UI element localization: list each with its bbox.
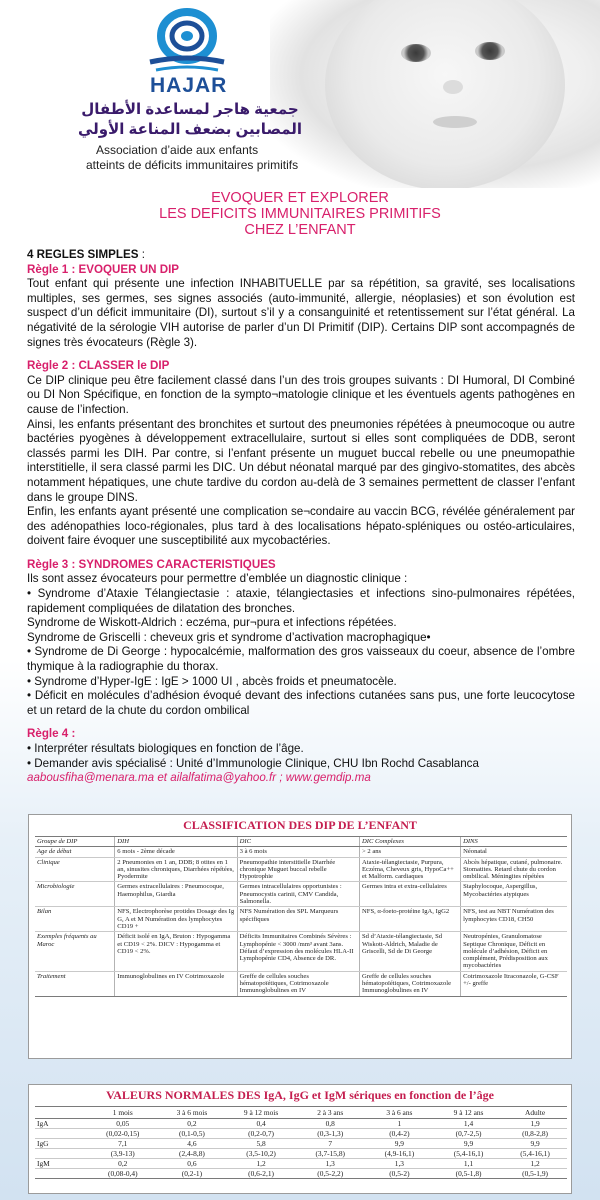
rule-3-heading: Règle 3 : SYNDROMES CARACTERISTIQUES xyxy=(27,557,276,571)
table-cell: (0,6-2,1) xyxy=(227,1169,296,1179)
table-cell: 1 xyxy=(365,1119,434,1129)
column-header: 3 à 6 mois xyxy=(157,1107,226,1119)
normal-values-box xyxy=(28,1084,572,1194)
rule-2-paragraph-2: Ainsi, les enfants présentant des bronchites et surtout des pneumonies répétées à pneumocoque ou autre bactéries pyogènes à développement extracellulaire, surtout si elles sont compliquées de DDB, seront classés parmi les DIH. Par contre, si l’enfant présente un muguet buccal rebelle ou une pneumopathie interstitielle, il sera classé parmi les DIC. Un début néonatal marqué par des gingivo-stomatites, des abcès notamment hépatiques, une chute tardive du cordon au-delà de 3 semaines permettent de classer l’enfant dans le groupe DINS. xyxy=(27,417,575,504)
table-cell: 0,05 xyxy=(88,1119,157,1129)
baby-face xyxy=(325,0,565,188)
table-cell: NFS, test au NBT Numération des lymphocytes CD18, CH50 xyxy=(461,907,567,932)
table-cell: (0,8-2,8) xyxy=(503,1129,567,1139)
table-cell: (0,5-2) xyxy=(365,1169,434,1179)
table-cell: 1,3 xyxy=(296,1159,365,1169)
table-cell: 3 à 6 mois xyxy=(237,847,359,857)
table-cell: 0,8 xyxy=(296,1119,365,1129)
column-header: Adulte xyxy=(503,1107,567,1119)
table-cell: Déficit isolé en IgA, Bruton : Hypogamma et CD19 < 2%. DICV : Hypogamma et CD19 < 2%. xyxy=(115,932,237,971)
baby-mouth xyxy=(433,116,477,128)
column-header: 2 à 3 ans xyxy=(296,1107,365,1119)
table-cell: (3,9-13) xyxy=(88,1149,157,1159)
table-row xyxy=(35,1119,567,1129)
table-cell: (2,4-8,8) xyxy=(157,1149,226,1159)
table-header-row xyxy=(35,1107,567,1119)
table-cell: Germes extracellulaires : Pneumocoque, Haemophilus, Giardia xyxy=(115,882,237,907)
logo-text: HAJAR xyxy=(150,74,228,97)
table-cell: (0,2-0,7) xyxy=(227,1129,296,1139)
table-cell: 1,3 xyxy=(365,1159,434,1169)
table-row xyxy=(35,971,567,996)
table-cell: Bilan xyxy=(35,907,115,932)
table-cell: Microbiologie xyxy=(35,882,115,907)
rule-3-item: • Syndrome de Di George : hypocalcémie, malformation des gros vaisseaux du coeur, absence de l’ombre thymique à la radiographie du thorax. xyxy=(27,645,575,674)
table-cell: 6 mois - 2ème décade xyxy=(115,847,237,857)
column-header: 3 à 6 ans xyxy=(365,1107,434,1119)
table-cell: Néonatal xyxy=(461,847,567,857)
association-name-arabic-2: المصابين بضعف المناعة الأولي xyxy=(77,121,303,138)
table-cell: (5,4-16,1) xyxy=(503,1149,567,1159)
table-cell: 0,2 xyxy=(157,1119,226,1129)
row-label: IgM xyxy=(35,1159,88,1169)
table-cell: 7 xyxy=(296,1139,365,1149)
table-cell: 0,4 xyxy=(227,1119,296,1129)
table-cell: (0,5-2,2) xyxy=(296,1169,365,1179)
baby-nose xyxy=(443,80,463,94)
table-cell: Déficits Immunitaires Combinés Sévères : Lymphopénie < 3000 /mm³ avant 3ans. Défaut d’expression des molécules HLA-II Lymphopénie CD4, Absence de DR. xyxy=(237,932,359,971)
title-line-1: EVOQUER ET EXPLORER xyxy=(211,190,389,206)
table-row xyxy=(35,1159,567,1169)
table-row xyxy=(35,882,567,907)
table-row xyxy=(35,1149,567,1159)
column-header: DIC xyxy=(237,837,359,847)
table-cell: 9,9 xyxy=(503,1139,567,1149)
column-header: 9 à 12 ans xyxy=(434,1107,503,1119)
rule-4-heading: Règle 4 : xyxy=(27,727,76,741)
rule-3-item: Syndrome de Wiskott-Aldrich : eczéma, pur¬pura et infections répétées. xyxy=(27,616,397,630)
rule-1-text: Tout enfant qui présente une infection INHABITUELLE par sa répétition, sa gravité, ses localisations multiples, ses germes, ses signes associés (auto-immunité, allergie, néoplasies) et son évolution est suspect d’un déficit immunitaire (DI), surtout s’il y a consanguinité et retentissement sur l’état général. La négativité de la sérologie VIH autorise de parler d’un DI Primitif (DIP). Certains DIP sont accompagnés de signes très évocateurs (Règle 3). xyxy=(27,277,575,349)
table-cell: 1,1 xyxy=(434,1159,503,1169)
association-name-arabic-1: جمعية هاجر لمساعدة الأطفال xyxy=(81,101,299,118)
hajar-logo-icon xyxy=(142,6,232,76)
classification-table xyxy=(35,836,567,997)
baby-photo xyxy=(270,0,600,188)
association-name-fr-2: atteints de déficits immunitaires primitifs xyxy=(86,158,299,172)
table-row xyxy=(35,932,567,971)
column-header: Groupe de DIP xyxy=(35,837,115,847)
rule-3-item: • Déficit en molécules d’adhésion évoqué devant des infections cutanées sans pus, une forte leucocytose et un retard de la chute du cordon ombilical xyxy=(27,689,575,717)
table-cell: NFS, Electrophorèse protides Dosage des Ig G, A et M Numération des lymphocytes CD19 + xyxy=(115,907,237,932)
table-cell: (0,5-1,8) xyxy=(434,1169,503,1179)
table-cell: Staphylocoque, Aspergillus, Mycobactéries atypiques xyxy=(461,882,567,907)
table-cell: Greffe de cellules souches hématopoïétiques, Cotrimoxazole Immunoglobulines en IV xyxy=(360,971,461,996)
table-cell: Greffe de cellules souches hématopoïétiques, Cotrimoxazole Immunoglobulines en IV xyxy=(237,971,359,996)
table-cell: Clinique xyxy=(35,857,115,882)
normal-values-title: VALEURS NORMALES DES IgA, IgG et IgM sériques en fonction de l’âge xyxy=(106,1088,494,1102)
table-cell: (0,5-1,9) xyxy=(503,1169,567,1179)
table-cell: 1,4 xyxy=(434,1119,503,1129)
rule-3-item: Syndrome de Griscelli : cheveux gris et syndrome d’activation macrophagique• xyxy=(27,630,431,644)
column-header xyxy=(35,1107,88,1119)
table-cell: NFS Numération des SPL Marqueurs spécifiques xyxy=(237,907,359,932)
table-cell: Abcès hépatique, cutané, pulmonaire. Stomatites. Retard chute du cordon ombilical. Méningites répétées xyxy=(461,857,567,882)
table-cell: 9,9 xyxy=(434,1139,503,1149)
table-cell: Germes intracellulaires opportunistes : Pneumocystis carinii, CMV Candida, Salmonella. xyxy=(237,882,359,907)
table-row xyxy=(35,847,567,857)
rule-3-item: • Syndrome d’Hyper-IgE : IgE > 1000 UI , abcès froids et pneumatocèle. xyxy=(27,674,397,688)
table-cell: Exemples fréquents au Maroc xyxy=(35,932,115,971)
table-cell: Neutropénies, Granulomatose Septique Chronique, Déficit en molécule d’adhésion, Déficit en complément, Prédisposition aux mycobactéries xyxy=(461,932,567,971)
title-line-3: CHEZ L’ENFANT xyxy=(244,222,356,238)
classification-title: CLASSIFICATION DES DIP DE L’ENFANT xyxy=(183,818,417,832)
table-cell: (0,02-0,15) xyxy=(88,1129,157,1139)
table-cell: 1,9 xyxy=(503,1119,567,1129)
table-row xyxy=(35,1169,567,1179)
table-row xyxy=(35,1129,567,1139)
table-cell: 4,6 xyxy=(157,1139,226,1149)
column-header: DIC Complexes xyxy=(360,837,461,847)
table-cell: (4,9-16,1) xyxy=(365,1149,434,1159)
table-cell: (0,4-2) xyxy=(365,1129,434,1139)
main-heading: 4 REGLES SIMPLES : xyxy=(27,248,145,261)
classification-table-box xyxy=(28,814,572,1059)
table-cell: 0,6 xyxy=(157,1159,226,1169)
column-header: DIH xyxy=(115,837,237,847)
association-name-fr-1: Association d’aide aux enfants xyxy=(96,143,259,157)
row-label: IgG xyxy=(35,1139,88,1149)
normal-values-table xyxy=(35,1106,567,1179)
rule-3-intro: Ils sont assez évocateurs pour permettre d’emblée un diagnostic clinique : xyxy=(27,572,408,586)
table-row xyxy=(35,857,567,882)
table-cell: 0,2 xyxy=(88,1159,157,1169)
table-row xyxy=(35,1139,567,1149)
table-cell: NFS, α-foeto-protéine IgA, IgG2 xyxy=(360,907,461,932)
header xyxy=(0,0,600,188)
table-cell: (3,5-10,2) xyxy=(227,1149,296,1159)
table-cell: 1,2 xyxy=(503,1159,567,1169)
main-content xyxy=(27,248,575,786)
table-cell: (0,3-1,3) xyxy=(296,1129,365,1139)
table-cell: 5,8 xyxy=(227,1139,296,1149)
table-header-row xyxy=(35,837,567,847)
column-header: 1 mois xyxy=(88,1107,157,1119)
table-cell: Sd d’Ataxie-télangiectasie, Sd Wiskott-Aldrich, Maladie de Griscelli, Sd de Di George xyxy=(360,932,461,971)
table-cell: (0,2-1) xyxy=(157,1169,226,1179)
rule-3-item: • Syndrome d’Ataxie Télangiectasie : ataxie, télangiectasies et infections sino-pulmonaires répétées, rapidement compliquées de dilatation des bronches. xyxy=(27,587,575,615)
contact-links[interactable]: aabousfiha@menara.ma et ailalfatima@yahoo.fr ; www.gemdip.ma xyxy=(27,771,371,785)
table-cell: (0,7-2,5) xyxy=(434,1129,503,1139)
table-cell: (3,7-15,8) xyxy=(296,1149,365,1159)
table-row xyxy=(35,907,567,932)
table-cell: Ataxie-télangiectasie, Purpura, Eczéma, Cheveux gris, HypoCa++ et Malform. cardiaques xyxy=(360,857,461,882)
rule-2-paragraph-3: Enfin, les enfants ayant présenté une complication se¬condaire au vaccin BCG, révélée généralement par des adénopathies loco-régionales, plus tard à des localisations hépato-spléniques ou ostéo-articulaires, doivent faire évoquer une susceptibilité aux mycobactéries. xyxy=(27,505,575,548)
rule-2-heading: Règle 2 : CLASSER le DIP xyxy=(27,359,170,373)
rule-4-item: • Demander avis spécialisé : Unité d’Immunologie Clinique, CHU Ibn Rochd Casablanca xyxy=(27,756,479,770)
table-cell: 2 Pneumonies en 1 an, DDB; 8 otites en 1 an, sinusites chroniques, Diarrhées répétées, Pyodermite xyxy=(115,857,237,882)
rule-2-paragraph-1: Ce DIP clinique peu être facilement classé dans l’un des trois groupes suivants : DI Humoral, DI Combiné ou DI Non Spécifique, en fonction de la sympto¬matologie clinique et les éventuels agents pathogènes en cause de l’infection. xyxy=(27,373,575,416)
table-cell: Cotrimoxazole Itraconazole, G-CSF +/- greffe xyxy=(461,971,567,996)
table-cell: > 2 ans xyxy=(360,847,461,857)
table-cell: Traitement xyxy=(35,971,115,996)
table-cell: 7,1 xyxy=(88,1139,157,1149)
table-cell: (0,08-0,4) xyxy=(88,1169,157,1179)
table-cell: 1,2 xyxy=(227,1159,296,1169)
column-header: 9 à 12 mois xyxy=(227,1107,296,1119)
table-cell: Age de début xyxy=(35,847,115,857)
rule-4-item: • Interpréter résultats biologiques en fonction de l’âge. xyxy=(27,742,304,755)
table-cell: Immunoglobulines en IV Cotrimoxazole xyxy=(115,971,237,996)
table-cell: 9,9 xyxy=(365,1139,434,1149)
table-cell: Germes intra et extra-cellulaires xyxy=(360,882,461,907)
column-header: DINS xyxy=(461,837,567,847)
table-cell: Pneumopathie interstitielle Diarrhée chronique Muguet buccal rebelle Hypotrophie xyxy=(237,857,359,882)
page-title xyxy=(0,190,600,238)
row-label: IgA xyxy=(35,1119,88,1129)
baby-eye-right xyxy=(475,42,505,60)
baby-eye-left xyxy=(401,44,431,62)
table-cell: (0,1-0,5) xyxy=(157,1129,226,1139)
title-line-2: LES DEFICITS IMMUNITAIRES PRIMITIFS xyxy=(159,206,441,222)
table-cell: (5,4-16,1) xyxy=(434,1149,503,1159)
rule-1-heading: Règle 1 : EVOQUER UN DIP xyxy=(27,262,180,276)
